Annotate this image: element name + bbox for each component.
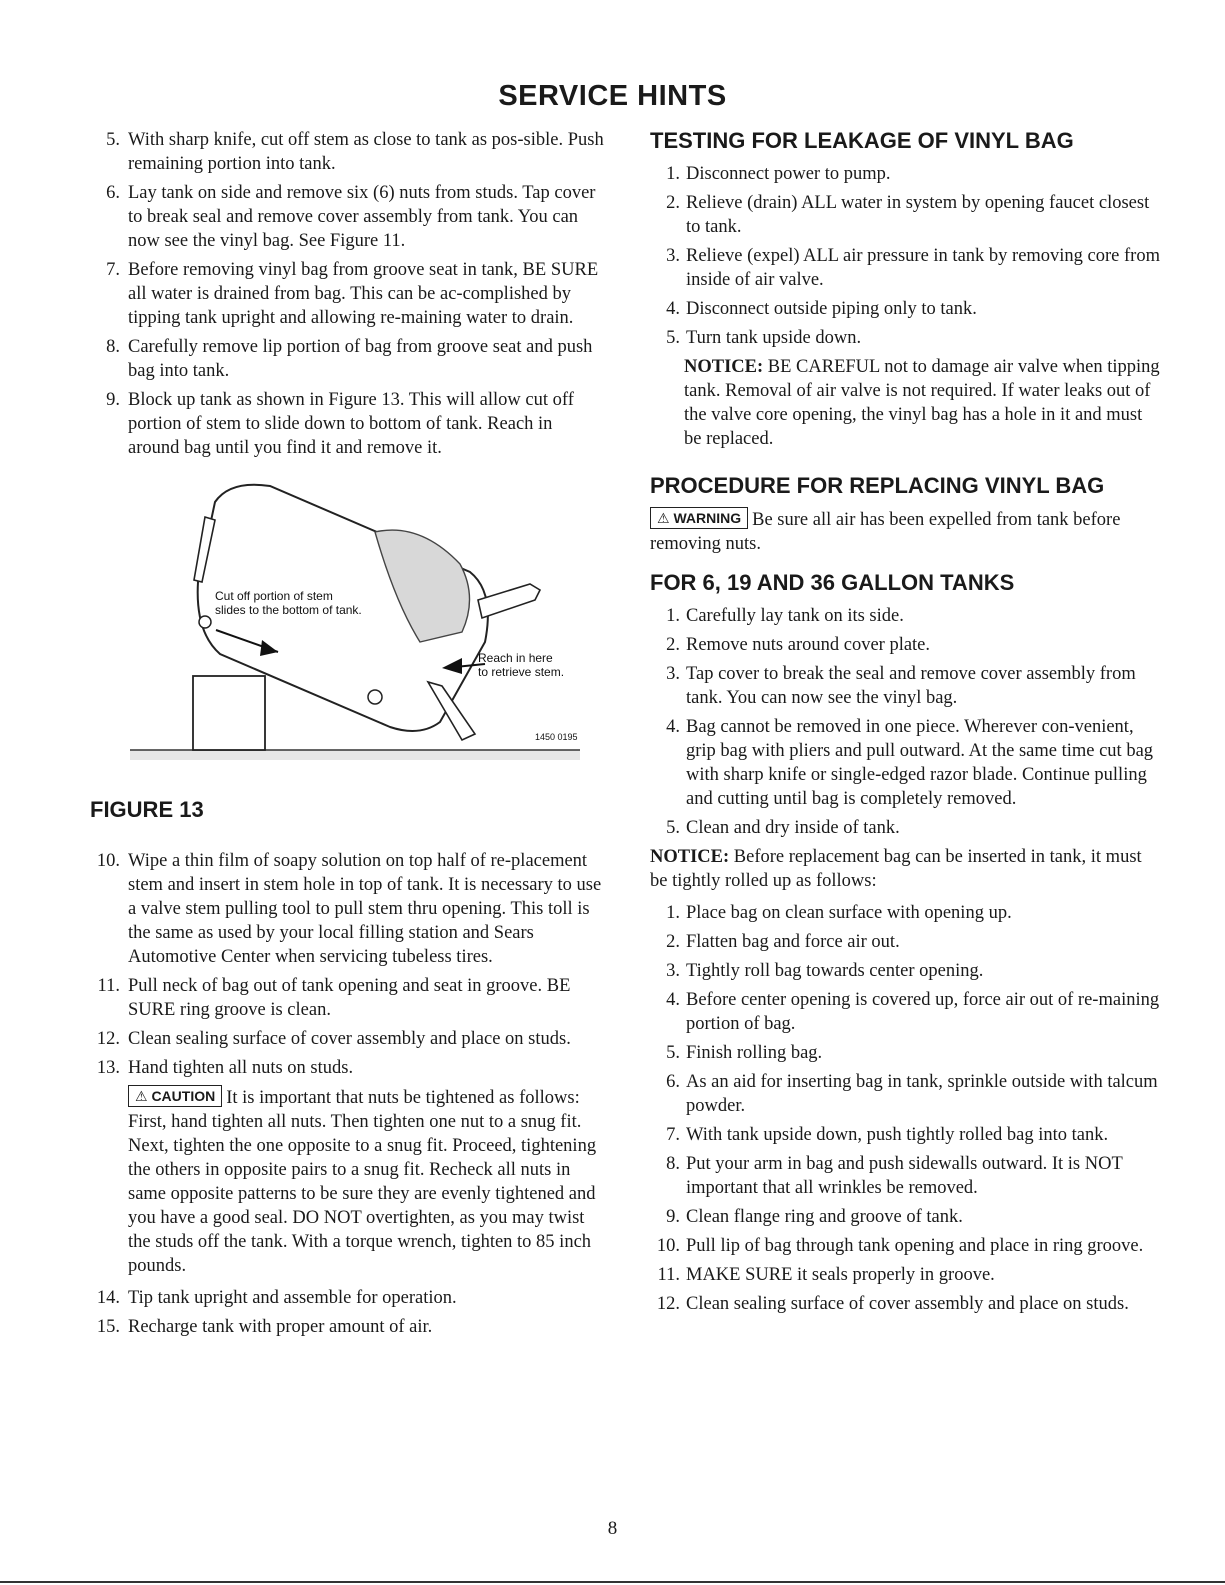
step-number: 11. xyxy=(97,976,120,996)
caution-notice xyxy=(90,1085,605,1278)
list-item xyxy=(90,849,605,969)
support-block xyxy=(193,676,265,750)
step-text: As an aid for inserting bag in tank, sprinkle outside with talcum powder. xyxy=(686,1072,1158,1116)
step-number: 8. xyxy=(666,1154,680,1174)
step-number: 2. xyxy=(666,635,680,655)
callout-stem-line1: Cut off portion of stem xyxy=(215,589,333,603)
step-number: 6. xyxy=(666,1072,680,1092)
step-number: 15. xyxy=(96,1317,120,1337)
list-item xyxy=(90,974,605,1022)
step-number: 9. xyxy=(666,1207,680,1227)
bottom-rule xyxy=(0,1581,1225,1583)
notice-label: NOTICE: xyxy=(650,847,730,867)
list-item xyxy=(650,816,1162,840)
section-heading-procedure: PROCEDURE FOR REPLACING VINYL BAG xyxy=(650,473,1105,498)
list-item xyxy=(650,959,1162,983)
step-number: 10. xyxy=(656,1236,680,1256)
page-title: SERVICE HINTS xyxy=(498,80,727,112)
step-text: Carefully lay tank on its side. xyxy=(686,606,904,626)
notice-testing xyxy=(650,355,1162,451)
notice-text: BE CAREFUL not to damage air valve when tipping tank. Removal of air valve is not required. If water leaks out of the valve core opening, the vinyl bag has a hole in it and must be replaced. xyxy=(684,357,1160,449)
list-item xyxy=(650,901,1162,925)
step-text: Disconnect outside piping only to tank. xyxy=(686,299,977,319)
step-number: 3. xyxy=(666,961,680,981)
step-text: Wipe a thin film of soapy solution on top half of re-placement stem and insert in stem hole in top of tank. It is necessary to use a valve stem pulling tool to pull stem thru opening. This toll is the same as used by your local filling station and Sears Automotive Center when servicing tubeless tires. xyxy=(128,851,602,967)
list-item xyxy=(650,988,1162,1036)
list-item xyxy=(650,1123,1162,1147)
step-text: Block up tank as shown in Figure 13. This will allow cut off portion of stem to slide down to bottom of tank. Reach in around bag until you find it and remove it. xyxy=(128,390,574,458)
list-item xyxy=(650,604,1162,628)
step-text: Tap cover to break the seal and remove cover assembly from tank. You can now see the vinyl bag. xyxy=(686,664,1136,708)
notice-label: NOTICE: xyxy=(684,357,764,377)
list-item xyxy=(90,258,605,330)
callout-reach-line1: Reach in here xyxy=(478,651,553,665)
step-text: Relieve (expel) ALL air pressure in tank by removing core from inside of air valve. xyxy=(686,246,1160,290)
step-number: 13. xyxy=(96,1058,120,1078)
list-item xyxy=(650,162,1162,186)
part-code: 1450 0195 xyxy=(535,732,578,742)
list-item xyxy=(650,191,1162,239)
step-number: 1. xyxy=(666,903,680,923)
step-text: Hand tighten all nuts on studs. xyxy=(128,1058,354,1078)
stem-piece xyxy=(368,690,382,704)
stem-piece xyxy=(199,616,211,628)
section-heading-testing: TESTING FOR LEAKAGE OF VINYL BAG xyxy=(650,128,1074,153)
section-heading-gallon: FOR 6, 19 AND 36 GALLON TANKS xyxy=(650,570,1015,595)
step-number: 7. xyxy=(106,260,120,280)
step-text: Before center opening is covered up, force air out of re-maining portion of bag. xyxy=(686,990,1160,1034)
step-number: 1. xyxy=(666,164,680,184)
callout-stem-line2: slides to the bottom of tank. xyxy=(215,603,362,617)
list-item xyxy=(650,1292,1162,1316)
list-item xyxy=(90,1315,605,1339)
step-text: Pull neck of bag out of tank opening and seat in groove. BE SURE ring groove is clean. xyxy=(128,976,571,1020)
step-number: 6. xyxy=(106,183,120,203)
step-text: Relieve (drain) ALL water in system by opening faucet closest to tank. xyxy=(686,193,1150,237)
notice-rollup xyxy=(650,845,1162,893)
step-text: Clean sealing surface of cover assembly and place on studs. xyxy=(686,1294,1129,1314)
step-number: 1. xyxy=(666,606,680,626)
caution-text: It is important that nuts be tightened as follows: First, hand tighten all nuts. Then tighten one nut to a snug fit. Next, tighten the one opposite to a snug fit. Proceed, tightening the others in opposite pairs to a snug fit. Recheck all nuts in same opposite patterns to be sure they are evenly tightened and you have a good seal. DO NOT overtighten, as you may twist the studs off the tank. With a torque wrench, tighten to 85 inch pounds. xyxy=(128,1088,597,1276)
step-text: Lay tank on side and remove six (6) nuts from studs. Tap cover to break seal and remove cover assembly from tank. You can now see the vinyl bag. See Figure 11. xyxy=(128,183,596,251)
list-item xyxy=(650,244,1162,292)
list-item xyxy=(650,662,1162,710)
step-number: 3. xyxy=(666,664,680,684)
list-item xyxy=(650,1234,1162,1258)
gallon-steps xyxy=(650,604,1162,840)
list-item xyxy=(90,388,605,460)
warning-badge: ⚠ WARNING xyxy=(650,507,748,529)
list-item xyxy=(650,1041,1162,1065)
step-text: Tip tank upright and assemble for operation. xyxy=(128,1288,457,1308)
step-number: 10. xyxy=(96,851,120,871)
step-text: Turn tank upside down. xyxy=(686,328,862,348)
step-number: 4. xyxy=(666,299,680,319)
step-number: 12. xyxy=(656,1294,680,1314)
list-item xyxy=(90,335,605,383)
step-text: Carefully remove lip portion of bag from groove seat and push bag into tank. xyxy=(128,337,593,381)
step-number: 12. xyxy=(96,1029,120,1049)
list-item xyxy=(90,1286,605,1310)
step-text: Clean and dry inside of tank. xyxy=(686,818,900,838)
right-column xyxy=(650,128,1162,1321)
step-number: 5. xyxy=(666,1043,680,1063)
step-text: Recharge tank with proper amount of air. xyxy=(128,1317,433,1337)
step-number: 4. xyxy=(666,717,680,737)
step-number: 8. xyxy=(106,337,120,357)
step-text: Pull lip of bag through tank opening and place in ring groove. xyxy=(686,1236,1144,1256)
step-text: Clean sealing surface of cover assembly and place on studs. xyxy=(128,1029,571,1049)
step-text: Before removing vinyl bag from groove seat in tank, BE SURE all water is drained from bag. This can be ac-complished by tipping tank upright and allowing re-maining water to drain. xyxy=(128,260,599,328)
list-item xyxy=(90,1056,605,1080)
list-item xyxy=(650,1152,1162,1200)
step-text: Flatten bag and force air out. xyxy=(686,932,900,952)
notice-text: Before replacement bag can be inserted in tank, it must be tightly rolled up as follows: xyxy=(650,847,1142,891)
rollup-steps xyxy=(650,901,1162,1316)
step-text: Disconnect power to pump. xyxy=(686,164,891,184)
step-number: 4. xyxy=(666,990,680,1010)
step-text: Place bag on clean surface with opening up. xyxy=(686,903,1012,923)
step-number: 5. xyxy=(666,328,680,348)
step-number: 3. xyxy=(666,246,680,266)
tank-illustration xyxy=(90,472,590,767)
ground-hatch xyxy=(130,750,580,760)
steps-list-c xyxy=(90,1286,605,1339)
list-item xyxy=(650,1263,1162,1287)
step-text: Finish rolling bag. xyxy=(686,1043,823,1063)
list-item xyxy=(650,1205,1162,1229)
warning-text: Be sure all air has been expelled from tank before removing nuts. xyxy=(650,510,1121,554)
list-item xyxy=(650,1070,1162,1118)
step-text: With tank upside down, push tightly rolled bag into tank. xyxy=(686,1125,1109,1145)
caution-badge: ⚠ CAUTION xyxy=(128,1085,222,1107)
list-item xyxy=(650,326,1162,350)
list-item xyxy=(90,128,605,176)
step-number: 5. xyxy=(666,818,680,838)
callout-reach-line2: to retrieve stem. xyxy=(478,665,565,679)
step-text: Put your arm in bag and push sidewalls outward. It is NOT important that all wrinkles be removed. xyxy=(686,1154,1123,1198)
step-number: 5. xyxy=(106,130,120,150)
step-number: 7. xyxy=(666,1125,680,1145)
steps-list-a xyxy=(90,128,605,460)
step-number: 2. xyxy=(666,193,680,213)
page-number: 8 xyxy=(607,1518,618,1539)
warning-notice xyxy=(650,507,1162,556)
step-text: Tightly roll bag towards center opening. xyxy=(686,961,984,981)
list-item xyxy=(650,930,1162,954)
step-number: 9. xyxy=(106,390,120,410)
list-item xyxy=(650,297,1162,321)
figure-13 xyxy=(90,472,590,767)
step-text: Remove nuts around cover plate. xyxy=(686,635,931,655)
step-text: Bag cannot be removed in one piece. Wherever con-venient, grip bag with pliers and pull outward. At the same time cut bag with sharp knife or single-edged razor blade. Continue pulling and cutting until bag is completely removed. xyxy=(686,717,1154,809)
pipe-fitting xyxy=(478,584,540,618)
step-number: 14. xyxy=(96,1288,120,1308)
list-item xyxy=(90,181,605,253)
steps-list-b xyxy=(90,849,605,1080)
list-item xyxy=(650,715,1162,811)
step-text: Clean flange ring and groove of tank. xyxy=(686,1207,963,1227)
testing-steps xyxy=(650,162,1162,350)
step-text: With sharp knife, cut off stem as close to tank as pos-sible. Push remaining portion into tank. xyxy=(128,130,604,174)
figure-label: FIGURE 13 xyxy=(90,797,204,822)
list-item xyxy=(650,633,1162,657)
step-text: MAKE SURE it seals properly in groove. xyxy=(686,1265,995,1285)
step-number: 2. xyxy=(666,932,680,952)
step-number: 11. xyxy=(657,1265,680,1285)
list-item xyxy=(90,1027,605,1051)
left-column xyxy=(90,128,605,1344)
